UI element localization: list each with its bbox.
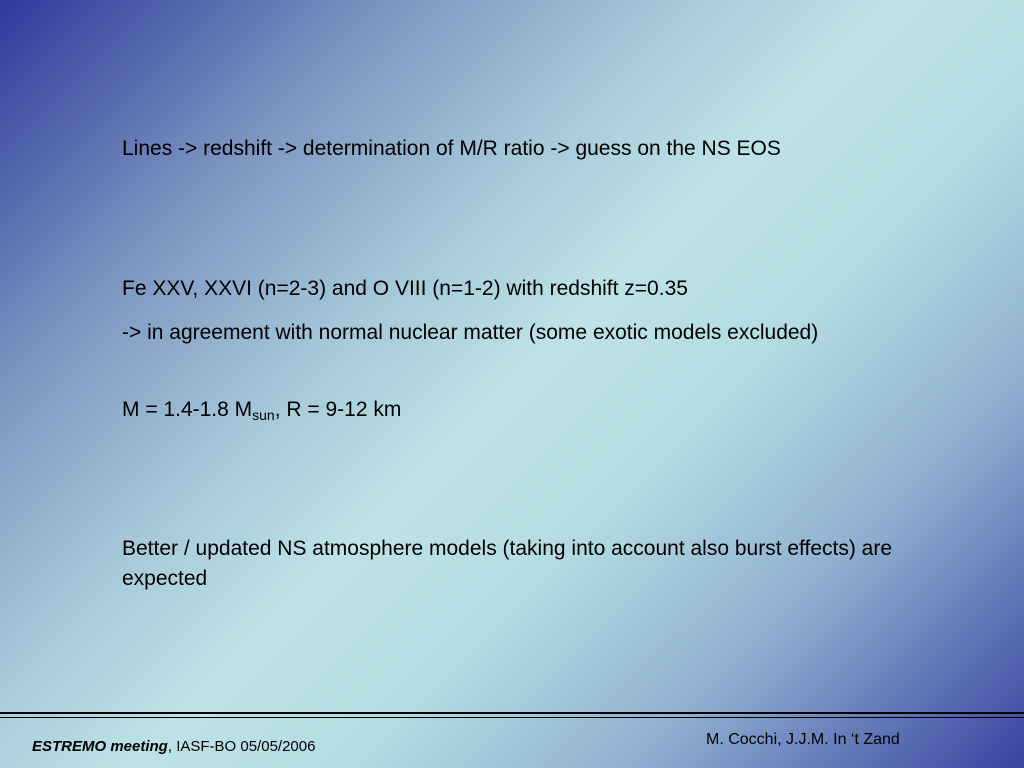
bullet-atmosphere-models: Better / updated NS atmosphere models (taking into account also burst effects) are expected [122,537,893,590]
footer-authors: M. Cocchi, J.J.M. In ‘t Zand [706,731,900,748]
footer-meeting-info [32,738,315,755]
mass-subscript: sun [252,407,275,423]
meeting-name: ESTREMO meeting [32,738,168,755]
bullet-fe-o-lines: Fe XXV, XXVI (n=2-3) and O VIII (n=1-2) with redshift z=0.35 [122,277,688,300]
radius-text: , R = 9-12 km [274,398,402,421]
mass-text: M = 1.4-1.8 M [122,398,253,421]
bullet-nuclear-matter: -> in agreement with normal nuclear matter (some exotic models excluded) [122,321,819,344]
bullet-redshift-chain: Lines -> redshift -> determination of M/R ratio -> guess on the NS EOS [122,137,781,160]
venue-date: , IASF-BO 05/05/2006 [167,738,316,755]
footer-divider-thin [0,717,1024,718]
bullet-mass-radius [122,395,401,425]
footer-divider-thick [0,712,1024,714]
